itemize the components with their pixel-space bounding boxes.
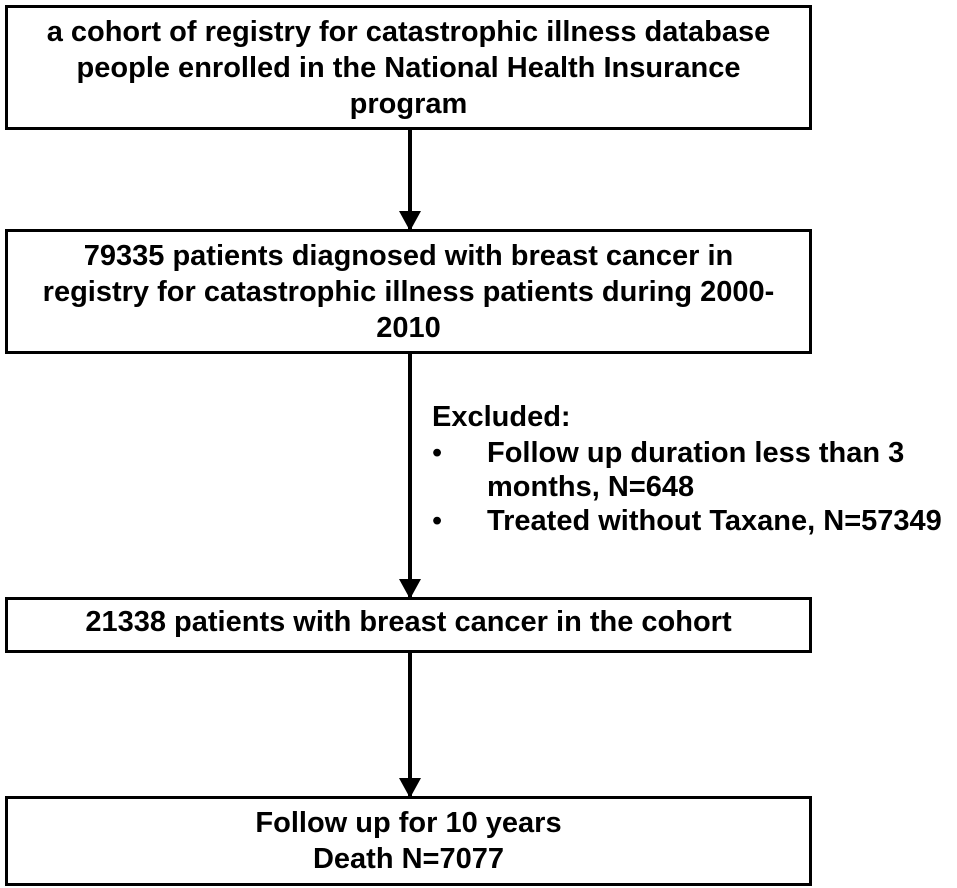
bullet-icon: • — [432, 437, 443, 469]
cohort-source-box — [5, 5, 812, 130]
arrowhead-icon — [399, 211, 421, 231]
box-text-line: registry for catastrophic illness patients during 2000- — [42, 275, 775, 308]
exclusion-item — [432, 436, 942, 504]
exclusion-list — [432, 436, 942, 538]
exclusion-item-line: Follow up duration less than 3 — [487, 437, 905, 469]
box-text-line: Death N=7077 — [312, 843, 505, 875]
flow-arrow-1 — [408, 130, 412, 229]
box-text-line: program — [349, 87, 468, 120]
flow-arrow-3 — [408, 653, 412, 796]
box-text-line: 21338 patients with breast cancer in the cohort — [85, 606, 732, 638]
follow-up-box — [5, 796, 812, 886]
exclusion-criteria — [432, 400, 942, 538]
flow-arrow-2 — [408, 354, 412, 597]
box-text-line: 2010 — [376, 311, 441, 344]
registry-patients-box — [5, 229, 812, 354]
box-text-line: a cohort of registry for catastrophic illness database — [46, 15, 771, 48]
box-text-line: Follow up for 10 years — [255, 807, 562, 839]
exclusion-item-line: Treated without Taxane, N=57349 — [487, 505, 942, 537]
exclusion-title: Excluded: — [432, 401, 571, 433]
exclusion-item-line: months, N=648 — [487, 471, 695, 503]
box-text-line: 79335 patients diagnosed with breast cancer in — [83, 239, 734, 272]
box-text-line: people enrolled in the National Health Insurance — [76, 51, 741, 84]
arrowhead-icon — [399, 778, 421, 798]
arrowhead-icon — [399, 579, 421, 599]
exclusion-item — [432, 504, 942, 538]
final-cohort-box — [5, 597, 812, 653]
bullet-icon: • — [432, 505, 443, 537]
